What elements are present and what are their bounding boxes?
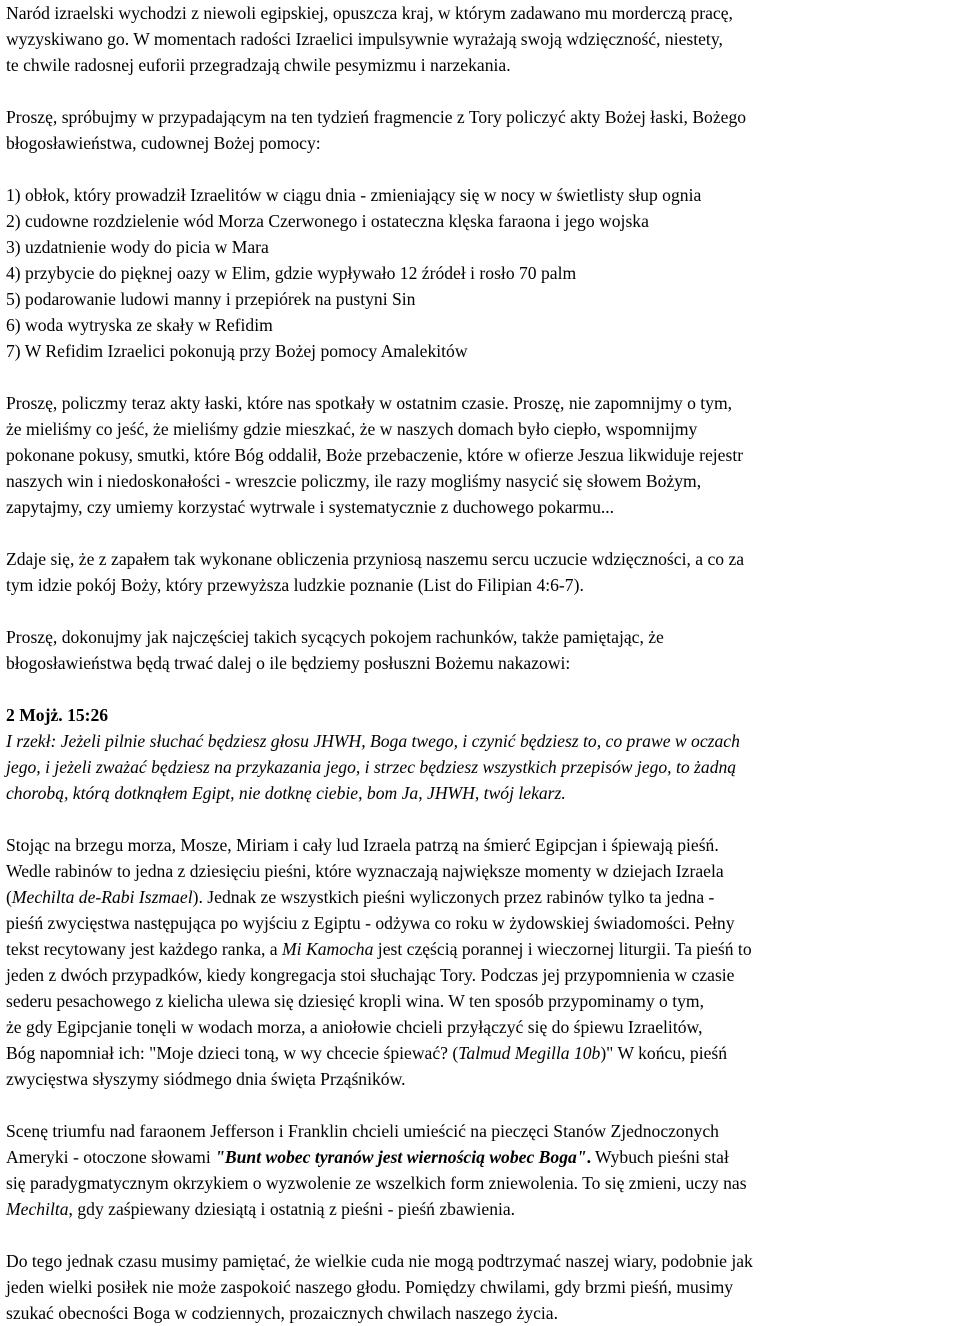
list-item: 2) cudowne rozdzielenie wód Morza Czerwonego i ostateczna klęska faraona i jego wojska <box>6 211 649 231</box>
text-line: te chwile radosnej euforii przegradzają chwile pesymizmu i narzekania. <box>6 55 511 75</box>
text-line: Stojąc na brzegu morza, Mosze, Miriam i cały lud Izraela patrzą na śmierć Egipcjan i śpiewają pieśń. <box>6 835 719 855</box>
text-line <box>6 1144 958 1170</box>
list-item: 3) uzdatnienie wody do picia w Mara <box>6 237 269 257</box>
list-item: 6) woda wytryska ze skały w Refidim <box>6 315 273 335</box>
text-fragment: tekst recytowany jest każdego ranka, a <box>6 939 283 959</box>
text-fragment: ( <box>6 887 12 907</box>
text-line: Proszę, spróbujmy w przypadającym na ten tydzień fragmencie z Tory policzyć akty Bożej łaski, Bożego <box>6 107 747 127</box>
paragraph-count-graces <box>6 390 958 520</box>
text-line: tym idzie pokój Boży, który przewyższa ludzkie poznanie (List do Filipian 4:6-7). <box>6 575 584 595</box>
text-line <box>6 884 958 910</box>
document-page <box>6 0 958 1326</box>
verse-block <box>6 702 958 806</box>
text-line: Proszę, dokonujmy jak najczęściej takich sycących pokojem rachunków, także pamiętając, że <box>6 627 664 647</box>
text-line: pieśń zwycięstwa następująca po wyjściu z Egiptu - odżywa co roku w żydowskiej świadomości. Pełny <box>6 913 735 933</box>
text-line: zwycięstwa słyszymy siódmego dnia święta Prząśników. <box>6 1069 406 1089</box>
prayer-title: Mi Kamocha <box>282 939 374 959</box>
text-fragment: Bóg napomniał ich: "Moje dzieci toną, w wy chcecie śpiewać? ( <box>6 1043 459 1063</box>
motto-quote: "Bunt wobec tyranów jest wiernością wobec Boga" <box>215 1147 587 1167</box>
text-line: Zdaje się, że z zapałem tak wykonane obliczenia przyniosą naszemu sercu uczucie wdzięczności, a co za <box>6 549 745 569</box>
source-title: Talmud Megilla 10b <box>458 1043 601 1063</box>
verse-reference: 2 Mojż. 15:26 <box>6 705 109 725</box>
text-fragment: Wybuch pieśni stał <box>590 1147 729 1167</box>
text-line: Do tego jednak czasu musimy pamiętać, że wielkie cuda nie mogą podtrzymać naszej wiary, podobnie jak <box>6 1251 753 1271</box>
text-line: Scenę triumfu nad faraonem Jefferson i Franklin chcieli umieścić na pieczęci Stanów Zjednoczonych <box>6 1121 719 1141</box>
text-line: jeden z dwóch przypadków, kiedy kongregacja stoi słuchając Tory. Podczas jej przypomnienia w czasie <box>6 965 735 985</box>
paragraph-count-acts <box>6 104 958 156</box>
text-line: sederu pesachowego z kielicha ulewa się dziesięć kropli wina. W ten sposób przypominamy o tym, <box>6 991 705 1011</box>
text-line <box>6 1196 958 1222</box>
text-line: że gdy Egipcjanie tonęli w wodach morza, a aniołowie chcieli przyłączyć się do śpiewu Izraelitów, <box>6 1017 703 1037</box>
paragraph-song-of-the-sea <box>6 832 958 1092</box>
text-fragment: Ameryki - otoczone słowami <box>6 1147 216 1167</box>
list-item: 5) podarowanie ludowi manny i przepiórek na pustyni Sin <box>6 289 416 309</box>
text-fragment: ). Jednak ze wszystkich pieśni wyliczonych przez rabinów tylko ta jedna - <box>192 887 715 907</box>
paragraph-closing <box>6 1248 958 1326</box>
source-title: Mechilta <box>6 1199 69 1219</box>
miracles-list <box>6 182 958 364</box>
text-fragment: . <box>586 1147 591 1167</box>
paragraph-us-seal <box>6 1118 958 1222</box>
text-fragment: , gdy zaśpiewany dziesiątą i ostatnią z pieśni - pieśń zbawienia. <box>68 1199 516 1219</box>
text-fragment: jest częścią porannej i wieczornej liturgii. Ta pieśń to <box>373 939 752 959</box>
list-item: 4) przybycie do pięknej oazy w Elim, gdzie wypływało 12 źródeł i rosło 70 palm <box>6 263 577 283</box>
text-line: Naród izraelski wychodzi z niewoli egipskiej, opuszcza kraj, w którym zadawano mu morderczą pracę, <box>6 3 733 23</box>
paragraph-exodus-intro <box>6 0 958 78</box>
verse-line: jego, i jeżeli zważać będziesz na przykazania jego, i strzec będziesz wszystkich przepisów jego, to żadną <box>6 757 737 777</box>
text-line <box>6 936 958 962</box>
text-line: Wedle rabinów to jedna z dziesięciu pieśni, które wyznaczają największe momenty w dziejach Izraela <box>6 861 724 881</box>
verse-line: chorobą, którą dotknąłem Egipt, nie dotknę ciebie, bom Ja, JHWH, twój lekarz. <box>6 783 566 803</box>
text-line: błogosławieństwa, cudownej Bożej pomocy: <box>6 133 321 153</box>
source-title: Mechilta de-Rabi Iszmael <box>11 887 193 907</box>
text-line: wyzyskiwano go. W momentach radości Izraelici impulsywnie wyrażają swoją wdzięczność, niestety, <box>6 29 723 49</box>
text-line <box>6 1040 958 1066</box>
text-line: pokonane pokusy, smutki, które Bóg oddalił, Boże przebaczenie, które w ofierze Jeszua likwiduje rejestr <box>6 445 744 465</box>
paragraph-gratitude <box>6 546 958 598</box>
list-item: 1) obłok, który prowadził Izraelitów w ciągu dnia - zmieniający się w nocy w świetlisty słup ognia <box>6 185 702 205</box>
list-item: 7) W Refidim Izraelici pokonują przy Bożej pomocy Amalekitów <box>6 341 468 361</box>
text-line: błogosławieństwa będą trwać dalej o ile będziemy posłuszni Bożemu nakazowi: <box>6 653 571 673</box>
paragraph-blessings <box>6 624 958 676</box>
text-line: że mieliśmy co jeść, że mieliśmy gdzie mieszkać, że w naszych domach było ciepło, wspomnijmy <box>6 419 698 439</box>
text-fragment: )" W końcu, pieśń <box>600 1043 728 1063</box>
text-line: szukać obecności Boga w codziennych, prozaicznych chwilach naszego życia. <box>6 1303 559 1323</box>
text-line: zapytajmy, czy umiemy korzystać wytrwale i systematycznie z duchowego pokarmu... <box>6 497 615 517</box>
text-line: się paradygmatycznym okrzykiem o wyzwolenie ze wszelkich form zniewolenia. To się zmieni, uczy nas <box>6 1173 747 1193</box>
text-line: naszych win i niedoskonałości - wreszcie policzmy, ile razy mogliśmy nasycić się słowem Bożym, <box>6 471 702 491</box>
verse-line: I rzekł: Jeżeli pilnie słuchać będziesz głosu JHWH, Boga twego, i czynić będziesz to, co prawe w oczach <box>6 731 740 751</box>
text-line: jeden wielki posiłek nie może zaspokoić naszego głodu. Pomiędzy chwilami, gdy brzmi pieśń, musimy <box>6 1277 734 1297</box>
text-line: Proszę, policzmy teraz akty łaski, które nas spotkały w ostatnim czasie. Proszę, nie zapomnijmy o tym, <box>6 393 733 413</box>
